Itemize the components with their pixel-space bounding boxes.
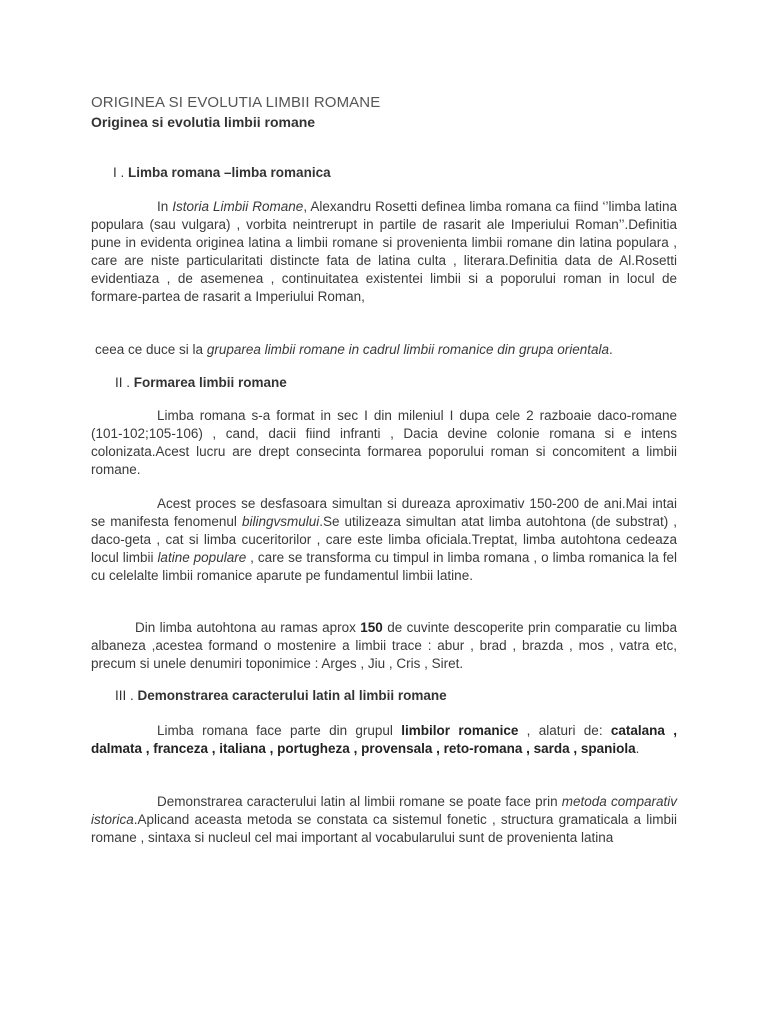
section-2-paragraph-2: Acest proces se desfasoara simultan si dureaza aproximativ 150-200 de ani.Mai intai se manifesta fenomenul bilingvsmului.Se utilizeaza simultan atat limba autohtona (de substrat) , daco-geta , cat si limba cuceritorilor , care este limba oficiala.Treptat, limba autohtona cedeaza locul limbii latine populare , care se transforma cu timpul in limba romana , o limba romanica la fel cu celelalte limbii romanice aparute pe fundamentul limbii latine.	[91, 496, 677, 583]
section-2-paragraph-3: Din limba autohtona au ramas aprox 150 de cuvinte descoperite prin comparatie cu limba albaneza ,acestea formand o mostenire a limbii trace : abur , brad , brazda , mos , vatra etc, precum si unele denumiri toponimice : Arges , Jiu , Cris , Siret.	[91, 620, 678, 671]
section-3-title: Demonstrarea caracterului latin al limbii romane	[137, 688, 447, 703]
section-3-paragraph-1: Limba romana face parte din grupul limbilor romanice , alaturi de: catalana , dalmata , franceza , italiana , portugheza , provensala , reto-romana , sarda , spaniola.	[91, 723, 677, 756]
section-1-title: Limba romana –limba romanica	[128, 165, 331, 180]
section-2-number: II .	[115, 375, 134, 390]
document-subtitle: Originea si evolutia limbii romane	[91, 114, 316, 130]
section-1-number: I .	[113, 165, 129, 180]
section-3-heading	[115, 688, 447, 703]
section-3-number: III .	[115, 688, 138, 703]
section-1-paragraph-1: In Istoria Limbii Romane, Alexandru Rosetti definea limba romana ca fiind ‘’limba latina populara (sau vulgara) , vorbita neintrerupt in partile de rasarit ale Imperiului Roman’’.Definitia pune in evidenta originea latina a limbii romane si provenienta limbii romane din latina populara , care are niste particularitati distincte fata de latina culta , literara.Definitia data de Al.Rosetti evidentiaza , de asemenea , continuitatea existentei limbii si a poporului roman in locul de formare-partea de rasarit a Imperiului Roman,	[91, 199, 677, 304]
section-2-heading	[115, 375, 287, 390]
section-3-paragraph-2: Demonstrarea caracterului latin al limbii romane se poate face prin metoda comparativ istorica.Aplicand aceasta metoda se constata ca sistemul fonetic , structura gramaticala a limbii romane , sintaxa si nucleul cel mai important al vocabularului sunt de provenienta latina	[91, 794, 677, 845]
book-title: Istoria Limbii Romane	[172, 199, 304, 214]
section-1-paragraph-2: ceea ce duce si la gruparea limbii romane in cadrul limbii romanice din grupa orientala.	[95, 342, 613, 357]
document-title: ORIGINEA SI EVOLUTIA LIMBII ROMANE	[91, 94, 381, 111]
section-2-paragraph-1: Limba romana s-a format in sec I din mileniul I dupa cele 2 razboaie daco-romane (101-102;105-106) , cand, dacii fiind infranti , Dacia devine colonie romana si e intens colonizata.Acest lucru are drept consecinta formarea poporului roman si concomitent a limbii romane.	[91, 408, 677, 477]
section-1-heading	[113, 165, 331, 180]
section-2-title: Formarea limbii romane	[133, 375, 287, 390]
